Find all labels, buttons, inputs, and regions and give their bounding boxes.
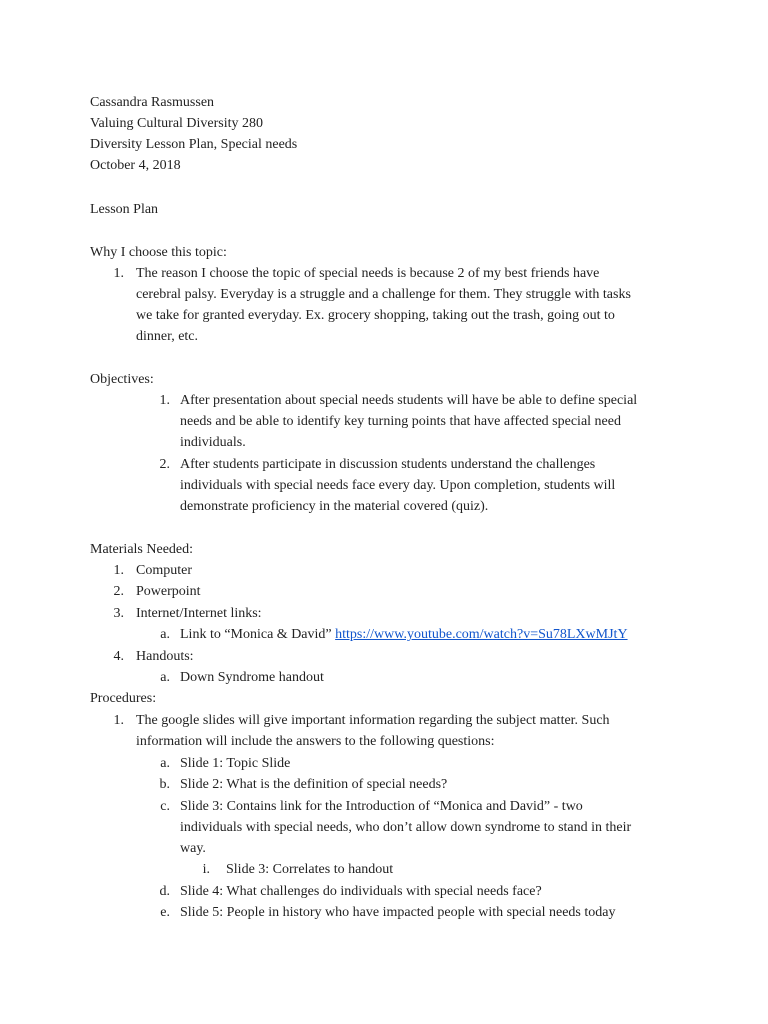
list-item: Handouts: <box>136 649 194 664</box>
list-item-line: dinner, etc. <box>136 329 199 344</box>
list-item: Computer <box>136 563 192 578</box>
list-marker: 1. <box>113 266 124 281</box>
list-item-line: individuals with special needs face every day. Upon completion, students will <box>180 478 616 493</box>
list-item: Internet/Internet links: <box>136 606 262 621</box>
list-marker: 1. <box>113 713 124 728</box>
list-item <box>180 626 628 644</box>
materials-heading: Materials Needed: <box>90 542 194 557</box>
list-item-line: Slide 3: Correlates to handout <box>226 862 394 877</box>
list-item-line: demonstrate proficiency in the material covered (quiz). <box>180 499 489 514</box>
youtube-link[interactable]: https://www.youtube.com/watch?v=Su78LXwMJtY <box>335 627 628 642</box>
list-marker: e. <box>160 905 170 920</box>
list-item-line: individuals with special needs, who don’t allow down syndrome to stand in their <box>180 820 632 835</box>
why-heading: Why I choose this topic: <box>90 245 227 260</box>
list-item: Down Syndrome handout <box>180 670 324 685</box>
list-marker: a. <box>160 627 170 642</box>
list-item-line: we take for granted everyday. Ex. grocery shopping, taking out the trash, going out to <box>136 308 615 323</box>
list-marker: 1. <box>113 563 124 578</box>
list-marker: i. <box>202 862 210 877</box>
list-marker: 2. <box>113 584 124 599</box>
list-item-line: information will include the answers to the following questions: <box>136 734 495 749</box>
list-item-line: Slide 4: What challenges do individuals with special needs face? <box>180 884 542 899</box>
document-date: October 4, 2018 <box>90 158 181 173</box>
list-marker: a. <box>160 670 170 685</box>
list-item-line: individuals. <box>180 435 246 450</box>
list-marker: d. <box>159 884 170 899</box>
page-title: Lesson Plan <box>90 202 159 217</box>
list-item-line: Slide 3: Contains link for the Introduction of “Monica and David” - two <box>180 799 583 814</box>
procedures-heading: Procedures: <box>90 691 157 706</box>
list-item-line: The google slides will give important information regarding the subject matter. Such <box>136 713 610 728</box>
list-item-line: Slide 1: Topic Slide <box>180 756 291 771</box>
list-marker: a. <box>160 756 170 771</box>
list-marker: c. <box>160 799 170 814</box>
list-item-line: Slide 5: People in history who have impacted people with special needs today <box>180 905 616 920</box>
assignment-title: Diversity Lesson Plan, Special needs <box>90 137 298 152</box>
list-marker: 1. <box>159 393 170 408</box>
objectives-heading: Objectives: <box>90 372 154 387</box>
course-name: Valuing Cultural Diversity 280 <box>90 116 264 131</box>
list-item-line: After students participate in discussion students understand the challenges <box>180 457 596 472</box>
list-item-line: The reason I choose the topic of special needs is because 2 of my best friends have <box>136 266 600 281</box>
list-item-line: way. <box>180 841 206 856</box>
list-marker: 3. <box>113 606 124 621</box>
list-item-line: needs and be able to identify key turning points that have affected special need <box>180 414 621 429</box>
list-marker: b. <box>159 777 170 792</box>
list-marker: 4. <box>113 649 124 664</box>
list-item-line: Slide 2: What is the definition of special needs? <box>180 777 448 792</box>
list-item-line: After presentation about special needs students will have be able to define special <box>180 393 638 408</box>
link-label: Link to “Monica & David” <box>180 627 332 642</box>
list-marker: 2. <box>159 457 170 472</box>
list-item-line: cerebral palsy. Everyday is a struggle and a challenge for them. They struggle with tasks <box>136 287 631 302</box>
author-name: Cassandra Rasmussen <box>90 95 215 110</box>
list-item: Powerpoint <box>136 584 201 599</box>
